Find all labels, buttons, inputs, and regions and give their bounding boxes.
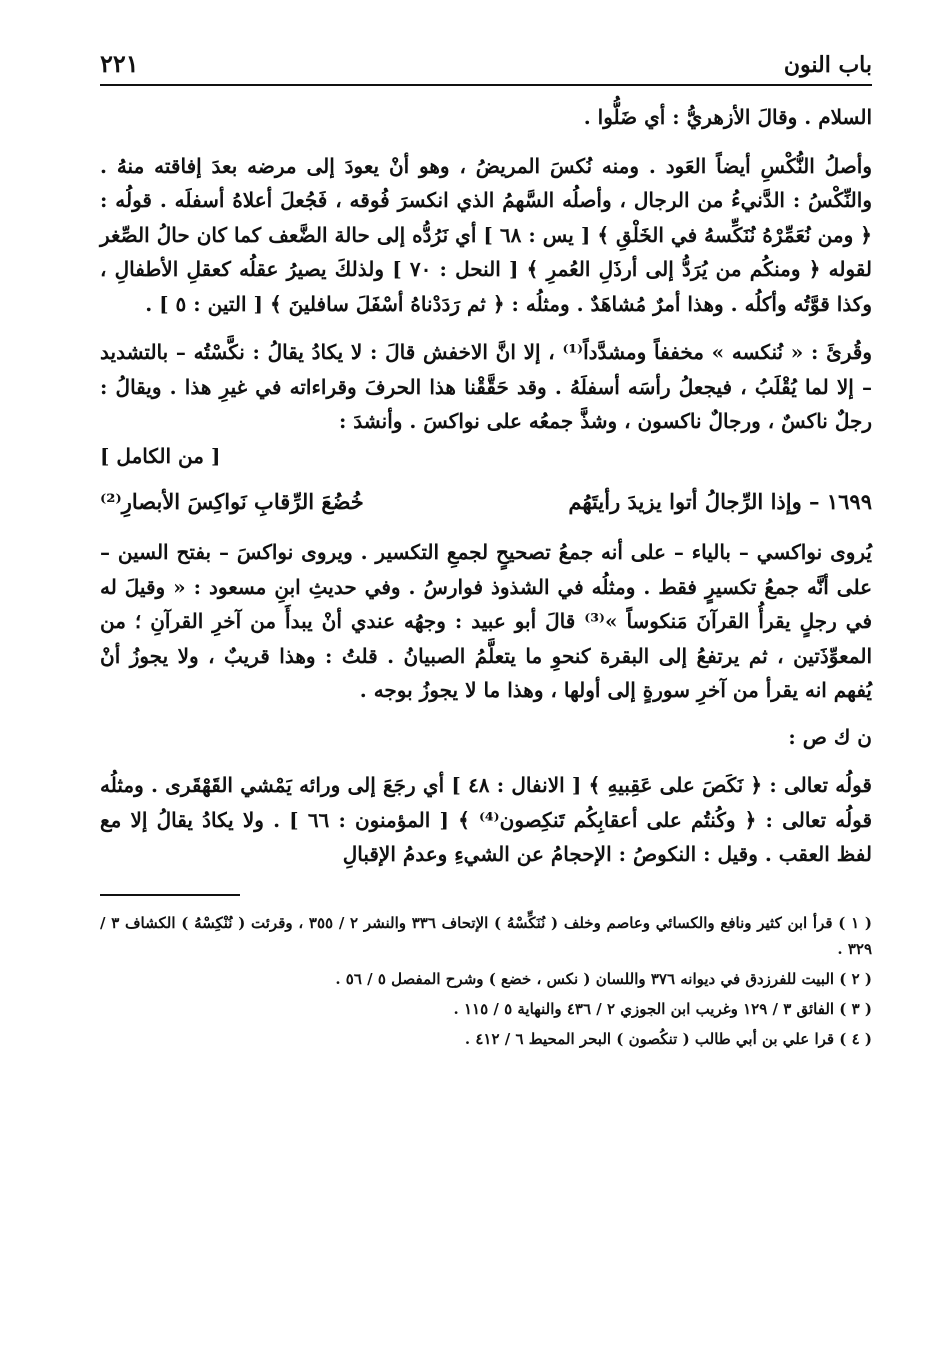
page-number: ٢٢١ — [100, 49, 139, 78]
poetic-meter-label: [ من الكامل ] — [100, 443, 221, 468]
paragraph-2: وأصلُ النُّكْسِ أيضاً العَود . ومنه نُكسَ المريضُ ، وهو أنْ يعودَ إلى مرضه بعدَ إفاقته منهُ . والنِّكْسُ : الدَّنيءُ من الرجال ، وأصلُه السَّهمُ الذي انكسرَ فُوقه ، فَجُعلَ أعلاهُ أسفلَه . قولُه : ﴿ ومن نُعَمِّرْهُ نُنَكِّسهُ في الخَلْقِ ﴾ [ يس : ٦٨ ] أي نَرُدُّه إلى حالة الضَّعف كما كان حالُ الصِّغر لقوله ﴿ ومنكُم من يُرَدُّ إلى أرذَلِ العُمرِ ﴾ [ النحل : ٧٠ ] ولذلكَ يصيرُ عقلُه كعقلِ الأطفالِ ، وكذا قوَّتُه وأكلُه . وهذا أمرٌ مُشاهَدٌ . ومثلُه : ﴿ ثم رَدَدْناهُ أسْفَلَ سافلينَ ﴾ [ التين : ٥ ] . — [100, 153, 873, 316]
paragraph-3: وقُرئَ : « نُنكسه » مخففاً ومشدَّداً⁽¹⁾ ، إلا انَّ الاخفش قالَ : لا يكادُ يقالُ : نكَّسْتُه – بالتشديد – إلا لما يُقْلَبُ ، فيجعلُ رأسَه أسفلَهُ . وقد حَقَّقْنا هذا الحرفَ وقراءاته في غيرِ هذا . ويقالُ : رجلٌ ناكسٌ ، ورجالٌ ناكسون ، وشذَّ جمعُه على نواكسَ . وأنشدَ : — [100, 340, 872, 433]
footnote-3: ( ٣ ) الفائق ٣ / ١٢٩ وغريب ابن الجوزي ٢ / ٤٣٦ والنهاية ٥ / ١١٥ . — [453, 999, 872, 1018]
footnotes — [100, 910, 872, 1052]
verse-hemistich-1: ١٦٩٩ – وإذا الرِّجالُ أتوا يزيدَ رأيتَهُم — [568, 489, 872, 514]
chapter-title: باب النون — [783, 52, 872, 78]
verse-line — [100, 483, 872, 521]
verse-hemistich-2: خُضُعَ الرِّقابِ نَواكِسَ الأبصارِ⁽²⁾ — [100, 489, 364, 514]
footnote-rule — [100, 894, 240, 896]
book-page — [100, 38, 872, 1052]
paragraph-4: يُروى نواكسي – بالياء – على أنه جمعُ تصحيحٍ لجمعِ التكسير . ويروى نواكسَ – بفتح السين – على أنَّه جمعُ تكسيرٍ فقط . ومثلُه في الشذوذ فوارسُ . وفي حديثِ ابنِ مسعود : « وقيلَ له في رجلٍ يقرأُ القرآنَ مَنكوساً »⁽³⁾ قالَ أبو عبيد : وجهُه عندي أنْ يبدأَ من آخرِ القرآنِ ؛ من المعوِّذَتين ، ثم يرتفعُ إلى البقرة كنحوِ ما يتعلَّمُ الصبيانُ . قلتُ : وهذا قريبٌ ، ولا يجوزُ أنْ يُفهم انه يقرأ من آخرِ سورةٍ إلى أولها ، وهذا ما لا يجوزُ بوجه . — [100, 540, 873, 702]
footnote-2: ( ٢ ) البيت للفرزدق في ديوانه ٣٧٦ واللسان ( نكس ، خضع ) وشرح المفصل ٥ / ٥٦ . — [335, 969, 872, 988]
header-rule — [100, 84, 872, 86]
main-text — [100, 100, 872, 872]
footnote-1: ( ١ ) قرأ ابن كثير ونافع والكسائي وعاصم وخلف ( نُنَكِّسْهُ ) الإتحاف ٣٣٦ والنشر ٢ / ٣٥٥ ، وقرئت ( نُنْكِسْهُ ) الكشاف ٣ / ٣٢٩ . — [100, 913, 872, 958]
footnote-4: ( ٤ ) قرا علي بن أبي طالب ( تنكُصون ) البحر المحيط ٦ / ٤١٢ . — [464, 1029, 872, 1048]
paragraph-1: السلام . وقالَ الأزهريُّ : أي ضَلُّوا . — [583, 105, 872, 129]
paragraph-5: قولُه تعالى : ﴿ نَكَصَ على عَقِبيهِ ﴾ [ الانفال : ٤٨ ] أي رجَعَ إلى ورائه يَمْشي القَهْقَرى . ومثلُه قولُه تعالى : ﴿ وكُنتُم على أعقابِكُم تَنكِصون⁽⁴⁾ ﴾ [ المؤمنون : ٦٦ ] . ولا يكادُ يقالُ إلا مع لفظ العقب . وقيل : النكوصُ : الإحجامُ عن الشيءِ وعدمُ الإقبالِ — [100, 773, 872, 866]
page-header — [100, 38, 872, 78]
section-heading: ن ك ص : — [788, 724, 872, 749]
